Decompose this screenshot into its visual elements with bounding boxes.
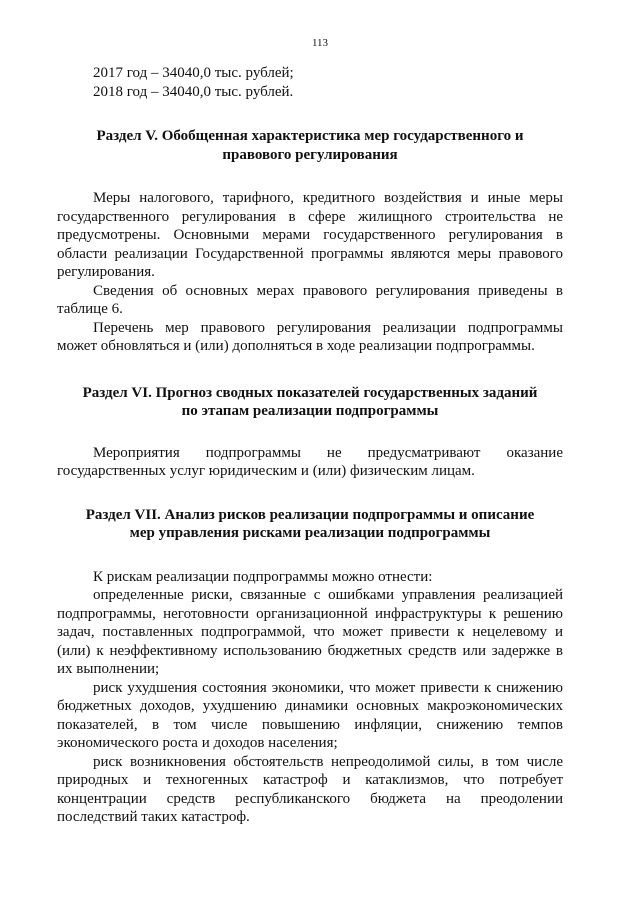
section-7-paragraph: риск ухудшения состояния экономики, что может привести к снижению бюджетных доходов, ухудшению динамики основных макроэкономических показателей, в том числе повышению инфляции, снижению темпов экономического роста и доходов населения; (57, 679, 563, 751)
section-5-paragraph: Перечень мер правового регулирования реализации подпрограммы может обновляться и (или) дополняться в ходе реализации подпрограммы. (57, 319, 563, 354)
section-7-paragraph: риск возникновения обстоятельств непреодолимой силы, в том числе природных и техногенных катастроф и катаклизмов, что потребует концентрации средств республиканского бюджета на преодолении последствий таких катастроф. (57, 753, 563, 825)
document-body (57, 64, 563, 827)
section-6-heading (57, 384, 563, 421)
budget-line-2018: 2018 год – 34040,0 тыс. рублей. (93, 83, 294, 100)
section-7-heading (57, 506, 563, 543)
section-7-heading-line-1: Раздел VII. Анализ рисков реализации подпрограммы и описание (85, 506, 535, 523)
section-7-paragraph: определенные риски, связанные с ошибками управления реализацией подпрограммы, неготовности организационной инфраструктуры к решению задач, поставленных подпрограммой, что может привести к нецелевому и (или) к неэффективному использованию бюджетных средств или задержке в их выполнении; (57, 587, 563, 677)
section-7-heading-line-2: мер управления рисками реализации подпрограммы (129, 525, 491, 541)
page-number: 113 (311, 37, 329, 49)
section-5-heading-line-1: Раздел V. Обобщенная характеристика мер государственного и (96, 128, 524, 144)
section-5-heading (57, 127, 563, 164)
section-6-paragraph: Мероприятия подпрограммы не предусматривают оказание государственных услуг юридическим и (или) физическим лицам. (57, 444, 563, 479)
section-5-paragraph: Сведения об основных мерах правового регулирования приведены в таблице 6. (57, 282, 563, 317)
section-5-heading-line-2: правового регулирования (222, 146, 398, 163)
section-6-heading-line-1: Раздел VI. Прогноз сводных показателей государственных заданий (82, 384, 538, 401)
section-6-heading-line-2: по этапам реализации подпрограммы (181, 403, 439, 419)
section-7-paragraph: К рискам реализации подпрограммы можно отнести: (93, 568, 433, 585)
section-5-paragraph: Меры налогового, тарифного, кредитного воздействия и иные меры государственного регулирования в сфере жилищного строительства не предусмотрены. Основными мерами государственного регулирования в области реализации Государственной программы являются меры правового регулирования. (57, 190, 563, 280)
budget-line-2017: 2017 год – 34040,0 тыс. рублей; (93, 65, 294, 81)
